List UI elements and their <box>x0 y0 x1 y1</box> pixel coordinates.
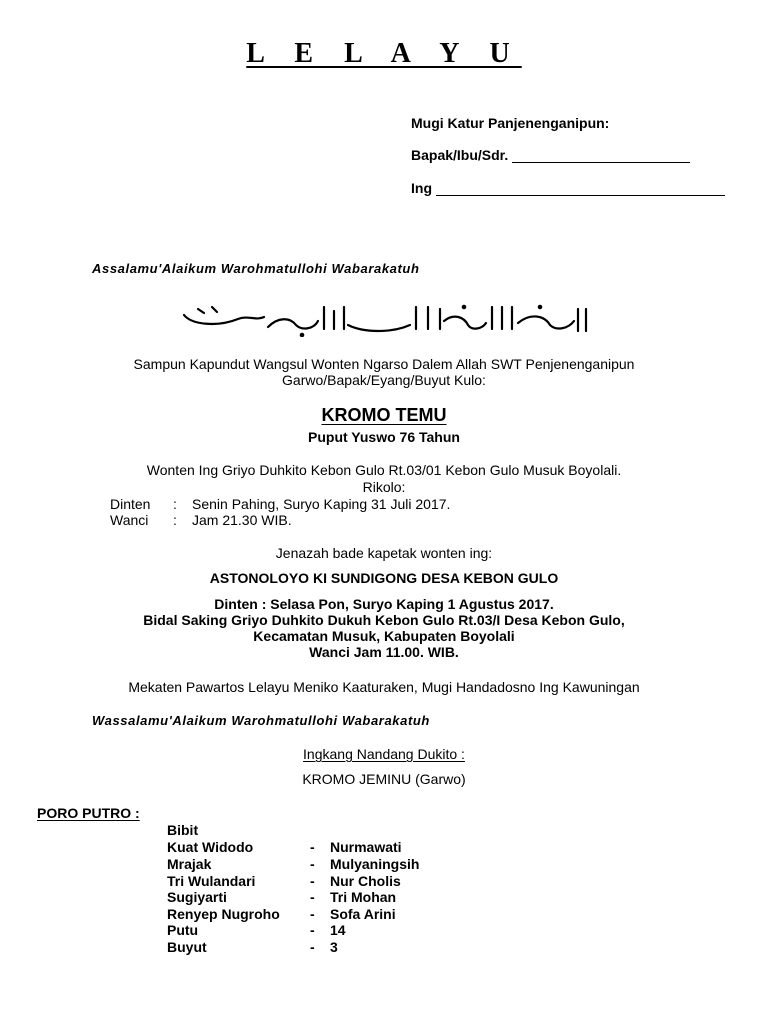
addressee-blank-line <box>512 148 690 163</box>
burial-departure-2: Kecamatan Musuk, Kabupaten Boyolali <box>253 628 515 644</box>
child-dash: - <box>310 889 315 905</box>
child-name: Mrajak <box>167 856 212 872</box>
addressee-line-2 <box>411 147 690 163</box>
child-spouse: Nurmawati <box>330 839 402 855</box>
child-name: Kuat Widodo <box>167 839 254 855</box>
addressee-prefix: Bapak/Ibu/Sdr. <box>411 147 509 163</box>
deceased-name: KROMO TEMU <box>321 405 447 425</box>
mourner-name: KROMO JEMINU (Garwo) <box>302 771 466 787</box>
burial-time: Wanci Jam 11.00. WIB. <box>309 644 459 660</box>
child-name: Sugiyarti <box>167 889 227 905</box>
rikolo-label: Rikolo: <box>362 479 406 495</box>
wanci-value: Jam 21.30 WIB. <box>192 512 292 528</box>
announcement-line-2: Garwo/Bapak/Eyang/Buyut Kulo: <box>282 372 486 388</box>
child-spouse: Nur Cholis <box>330 873 401 889</box>
child-name: Renyep Nugroho <box>167 906 280 922</box>
burial-intro: Jenazah bade kapetak wonten ing: <box>275 545 493 561</box>
opening-greeting: Assalamu'Alaikum Warohmatullohi Wabarakatuh <box>92 261 420 276</box>
great-grandchildren-dash: - <box>310 939 315 955</box>
dinten-value: Senin Pahing, Suryo Kaping 31 Juli 2017. <box>192 496 451 512</box>
child-spouse: Sofa Arini <box>330 906 396 922</box>
child-spouse: Mulyaningsih <box>330 856 420 872</box>
announcement-line-1: Sampun Kapundut Wangsul Wonten Ngarso Dalem Allah SWT Penjenenganipun <box>133 356 635 372</box>
great-grandchildren-label: Buyut <box>167 939 207 955</box>
burial-date: Dinten : Selasa Pon, Suryo Kaping 1 Agustus 2017. <box>214 596 554 612</box>
closing-greeting: Wassalamu'Alaikum Warohmatullohi Wabarakatuh <box>92 713 430 728</box>
child-dash: - <box>310 839 315 855</box>
burial-place: ASTONOLOYO KI SUNDIGONG DESA KEBON GULO <box>209 570 559 586</box>
wanci-label: Wanci <box>110 512 149 528</box>
grandchildren-dash: - <box>310 922 315 938</box>
address-line <box>411 180 725 196</box>
addressee-line-1: Mugi Katur Panjenenganipun: <box>411 115 610 131</box>
child-spouse: Tri Mohan <box>330 889 397 905</box>
child-dash: - <box>310 873 315 889</box>
wanci-colon: : <box>173 512 177 528</box>
child-name: Tri Wulandari <box>167 873 256 889</box>
address-prefix: Ing <box>411 180 432 196</box>
deceased-name-row <box>0 405 768 426</box>
closing-message: Mekaten Pawartos Lelayu Meniko Kaaturaken, Mugi Handadosno Ing Kawuningan <box>128 679 640 695</box>
deceased-age: Puput Yuswo 76 Tahun <box>308 429 460 445</box>
page-title: L E L A Y U <box>246 38 522 69</box>
great-grandchildren-count: 3 <box>330 939 338 955</box>
burial-departure-1: Bidal Saking Griyo Duhkito Dukuh Kebon Gulo Rt.03/I Desa Kebon Gulo, <box>143 612 625 628</box>
child-dash: - <box>310 906 315 922</box>
grandchildren-label: Putu <box>167 922 199 938</box>
mourner-label: Ingkang Nandang Dukito : <box>303 746 465 762</box>
child-dash: - <box>310 856 315 872</box>
grandchildren-count: 14 <box>330 922 346 938</box>
children-heading: PORO PUTRO : <box>37 805 140 821</box>
bibit-label: Bibit <box>167 822 199 838</box>
death-location: Wonten Ing Griyo Duhkito Kebon Gulo Rt.03/01 Kebon Gulo Musuk Boyolali. <box>146 462 622 478</box>
address-blank-line <box>436 181 725 196</box>
arabic-calligraphy-icon <box>178 303 590 337</box>
dinten-colon: : <box>173 496 177 512</box>
dinten-label: Dinten <box>110 496 151 512</box>
